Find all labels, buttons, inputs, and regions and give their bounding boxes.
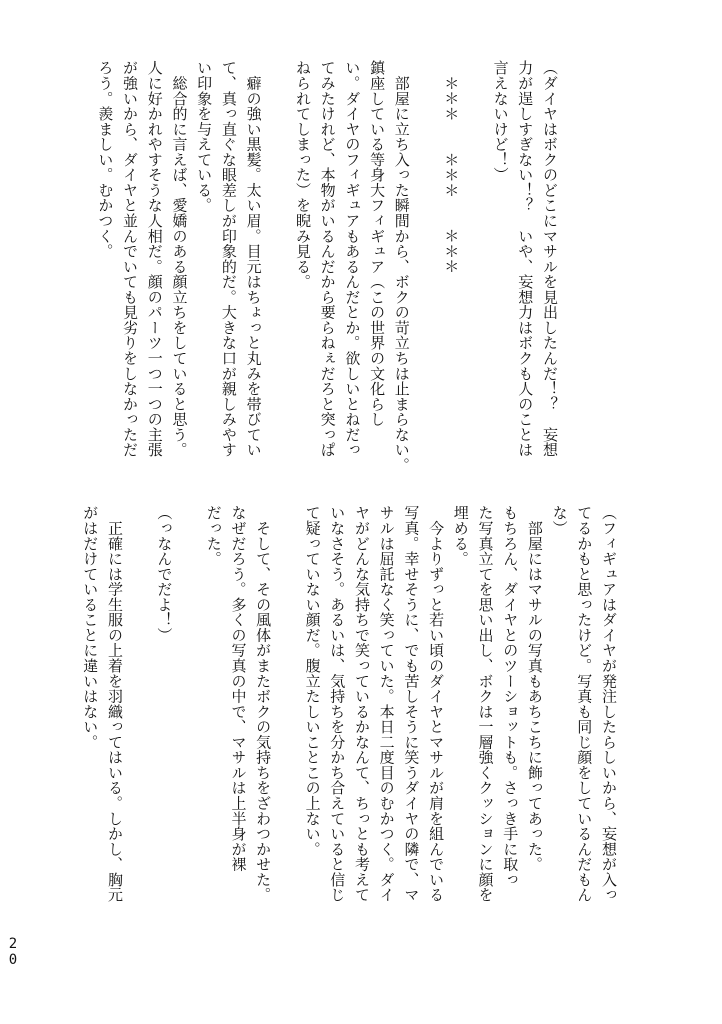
text-line: てみたけれど、本物がいるんだから要らねぇだろと突っぱ xyxy=(318,60,337,458)
text-line: て疑っていない顔だ。腹立たしいことこの上ない。 xyxy=(303,505,322,857)
text-line: 言えないけど！） xyxy=(491,60,510,183)
text-line xyxy=(414,60,439,480)
text-line: そして、その風体がまたボクの気持ちをざわつかせた。 xyxy=(254,505,273,903)
text-line: 人に好かれやすそうな人相だ。顔のパーツ一つ一つの主張 xyxy=(145,60,164,458)
page-number: 20 xyxy=(8,936,18,968)
lower-text-block xyxy=(81,505,621,925)
text-line xyxy=(266,60,291,480)
text-line: 今よりずっと若い頃のダイヤとマサルが肩を組んでいる xyxy=(427,505,446,903)
text-line: 鎮座している等身大フィギュア（この世界の文化らし xyxy=(368,60,387,427)
text-line: が強いから、ダイヤと並んでいても見劣りをしなかっただ xyxy=(121,60,140,458)
text-line: もちろん、ダイヤとのツーショットも。さっき手に取っ xyxy=(501,505,520,887)
text-line: た写真立てを思い出し、ボクは一層強くクッションに顔を xyxy=(476,505,495,903)
text-line: ろう。羨ましい。むかつく。 xyxy=(96,60,115,259)
text-line: 正確には学生服の上着を羽織ってはいる。しかし、胸元 xyxy=(105,505,124,903)
text-line: なぜだろう。多くの写真の中で、マサルは上半身が裸 xyxy=(229,505,248,872)
text-line: 総合的に言えば、愛嬌のある顔立ちをしていると思う。 xyxy=(170,60,189,458)
text-line: 力が逞しすぎない！？ いや、妄想力はボクも人のことは xyxy=(516,60,535,458)
text-line: い。ダイヤのフィギュアもあるんだとか。欲しいとねだっ xyxy=(343,60,362,458)
text-line: いなさそう。あるいは、気持ちを分かち合えていると信じ xyxy=(328,505,347,903)
text-line: 部屋に立ち入った瞬間から、ボクの苛立ちは止まらない。 xyxy=(392,60,411,473)
upper-text-block xyxy=(96,60,562,480)
text-line: がはだけていることに違いはない。 xyxy=(81,505,100,750)
text-line xyxy=(275,505,300,925)
text-line: 埋める。 xyxy=(451,505,470,567)
text-line: ヤがどんな気持ちで笑っているかなんて、ちっとも考えて xyxy=(352,505,371,903)
text-line: てるかもと思ったけど。写真も同じ顔をしているんだもん xyxy=(575,505,594,903)
text-line: て、真っ直ぐな眼差しが印象的だ。大きな口が親しみやす xyxy=(219,60,238,458)
text-line: ＊＊＊ ＊＊＊ ＊＊＊ xyxy=(442,60,461,274)
text-line xyxy=(463,60,488,480)
text-line: な） xyxy=(550,505,569,536)
text-line xyxy=(127,505,152,925)
text-line: サルは屈託なく笑っていた。本日二度目のむかつく。ダイ xyxy=(377,505,396,903)
text-line: だった。 xyxy=(204,505,223,567)
text-line: （フィギュアはダイヤが発注したらしいから、妄想が入っ xyxy=(600,505,618,903)
text-line: 癖の強い黒髪。太い眉。目元はちょっと丸みを帯びてい xyxy=(244,60,263,458)
text-line: ねられてしまった）を睨み見る。 xyxy=(293,60,312,290)
text-line: 写真。幸せそうに、でも苦しそうに笑うダイヤの隣で、マ xyxy=(402,505,421,903)
text-line: 部屋にはマサルの写真もあちこちに飾ってあった。 xyxy=(525,505,544,872)
text-line: （っなんでだよ！） xyxy=(155,505,174,643)
text-line: （ダイヤはボクのどこにマサルを見出したんだ！？ 妄想 xyxy=(541,60,559,458)
text-line xyxy=(176,505,201,925)
text-line: い印象を与えている。 xyxy=(195,60,214,213)
